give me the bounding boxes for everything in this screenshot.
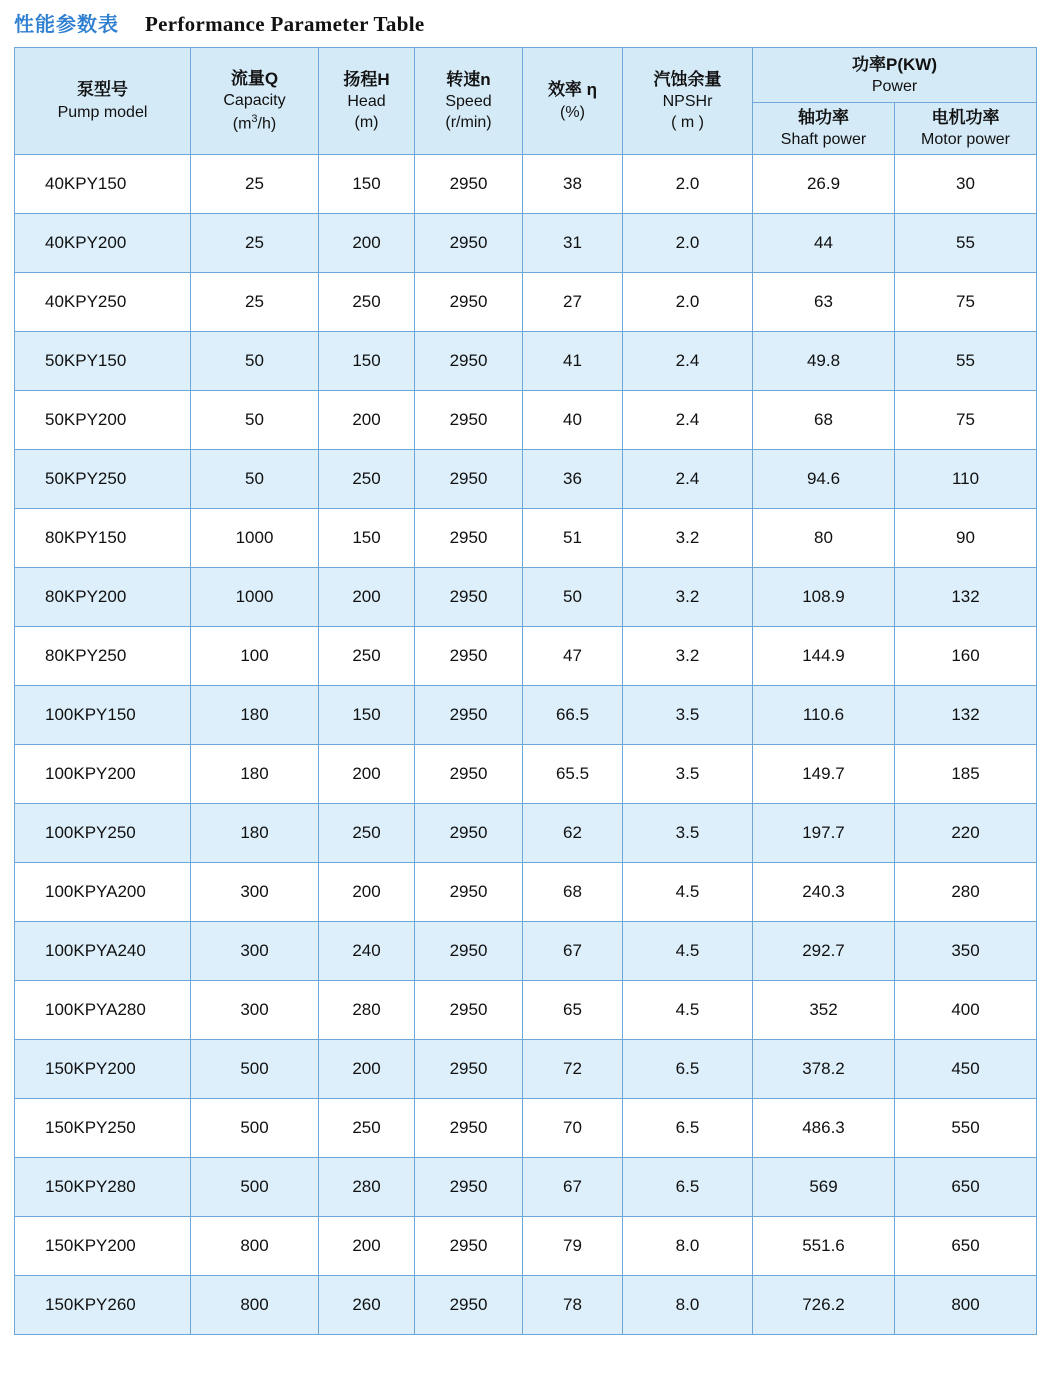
cell-efficiency: 72: [523, 1040, 623, 1099]
header-power-cn: 功率P(KW): [852, 55, 937, 74]
cell-speed: 2950: [415, 1099, 523, 1158]
cell-head: 200: [319, 863, 415, 922]
cell-npshr: 2.4: [623, 391, 753, 450]
header-motor-power: [895, 102, 1037, 155]
cell-shaft-power: 569: [753, 1158, 895, 1217]
header-pump-model: [15, 48, 191, 155]
cell-pump-model: 150KPY250: [15, 1099, 191, 1158]
cell-capacity: 300: [191, 863, 319, 922]
cell-shaft-power: 352: [753, 981, 895, 1040]
cell-speed: 2950: [415, 450, 523, 509]
header-power-en: Power: [871, 78, 918, 96]
cell-pump-model: 100KPY250: [15, 804, 191, 863]
header-speed-unit: (r/min): [445, 114, 492, 132]
table-row: [15, 1158, 1037, 1217]
cell-speed: 2950: [415, 332, 523, 391]
cell-speed: 2950: [415, 1040, 523, 1099]
cell-pump-model: 150KPY260: [15, 1276, 191, 1335]
cell-efficiency: 67: [523, 1158, 623, 1217]
cell-npshr: 6.5: [623, 1158, 753, 1217]
cell-speed: 2950: [415, 922, 523, 981]
cell-head: 150: [319, 686, 415, 745]
cell-pump-model: 50KPY200: [15, 391, 191, 450]
header-head: [319, 48, 415, 155]
cell-motor-power: 160: [895, 627, 1037, 686]
cell-motor-power: 400: [895, 981, 1037, 1040]
cell-pump-model: 50KPY150: [15, 332, 191, 391]
cell-capacity: 180: [191, 745, 319, 804]
header-speed-cn: 转速n: [446, 69, 491, 89]
cell-npshr: 4.5: [623, 863, 753, 922]
cell-speed: 2950: [415, 1158, 523, 1217]
header-shaft-power: [753, 102, 895, 155]
cell-speed: 2950: [415, 155, 523, 214]
cell-head: 200: [319, 568, 415, 627]
header-head-en: Head: [347, 93, 386, 111]
page-title-en: Performance Parameter Table: [145, 12, 425, 36]
cell-head: 200: [319, 1217, 415, 1276]
cell-npshr: 3.5: [623, 804, 753, 863]
header-head-unit: (m): [354, 114, 379, 132]
cell-speed: 2950: [415, 981, 523, 1040]
cell-motor-power: 650: [895, 1217, 1037, 1276]
cell-head: 250: [319, 273, 415, 332]
cell-shaft-power: 63: [753, 273, 895, 332]
cell-capacity: 50: [191, 332, 319, 391]
cell-capacity: 500: [191, 1040, 319, 1099]
cell-head: 250: [319, 627, 415, 686]
cell-motor-power: 280: [895, 863, 1037, 922]
cell-capacity: 500: [191, 1099, 319, 1158]
cell-npshr: 6.5: [623, 1099, 753, 1158]
cell-pump-model: 40KPY200: [15, 214, 191, 273]
header-efficiency-cn: 效率 η: [547, 80, 598, 100]
cell-shaft-power: 726.2: [753, 1276, 895, 1335]
cell-speed: 2950: [415, 1217, 523, 1276]
cell-motor-power: 650: [895, 1158, 1037, 1217]
header-capacity: [191, 48, 319, 155]
cell-head: 250: [319, 450, 415, 509]
cell-motor-power: 55: [895, 214, 1037, 273]
cell-npshr: 4.5: [623, 922, 753, 981]
table-row: [15, 1276, 1037, 1335]
header-efficiency-unit: (%): [560, 103, 585, 121]
cell-efficiency: 36: [523, 450, 623, 509]
header-pump-model-en: Pump model: [57, 103, 148, 121]
cell-capacity: 300: [191, 922, 319, 981]
cell-efficiency: 51: [523, 509, 623, 568]
cell-shaft-power: 44: [753, 214, 895, 273]
header-capacity-en: Capacity: [223, 92, 286, 110]
table-row: [15, 804, 1037, 863]
cell-pump-model: 150KPY200: [15, 1040, 191, 1099]
cell-capacity: 300: [191, 981, 319, 1040]
cell-motor-power: 132: [895, 568, 1037, 627]
cell-shaft-power: 110.6: [753, 686, 895, 745]
cell-motor-power: 220: [895, 804, 1037, 863]
cell-shaft-power: 292.7: [753, 922, 895, 981]
cell-pump-model: 100KPY150: [15, 686, 191, 745]
cell-motor-power: 30: [895, 155, 1037, 214]
cell-pump-model: 100KPYA280: [15, 981, 191, 1040]
table-row: [15, 1040, 1037, 1099]
table-row: [15, 863, 1037, 922]
header-head-cn: 扬程H: [343, 69, 390, 89]
cell-npshr: 2.0: [623, 214, 753, 273]
table-row: [15, 627, 1037, 686]
cell-head: 250: [319, 1099, 415, 1158]
cell-npshr: 4.5: [623, 981, 753, 1040]
table-row: [15, 214, 1037, 273]
cell-motor-power: 90: [895, 509, 1037, 568]
cell-motor-power: 132: [895, 686, 1037, 745]
header-motor-power-cn: 电机功率: [931, 107, 1000, 127]
cell-efficiency: 31: [523, 214, 623, 273]
cell-head: 260: [319, 1276, 415, 1335]
cell-pump-model: 150KPY200: [15, 1217, 191, 1276]
cell-pump-model: 80KPY200: [15, 568, 191, 627]
table-row: [15, 981, 1037, 1040]
cell-speed: 2950: [415, 214, 523, 273]
cell-head: 200: [319, 391, 415, 450]
cell-efficiency: 65: [523, 981, 623, 1040]
cell-efficiency: 68: [523, 863, 623, 922]
cell-pump-model: 100KPYA200: [15, 863, 191, 922]
cell-shaft-power: 68: [753, 391, 895, 450]
cell-motor-power: 75: [895, 391, 1037, 450]
cell-npshr: 3.2: [623, 568, 753, 627]
header-shaft-power-en: Shaft power: [780, 130, 867, 148]
cell-speed: 2950: [415, 568, 523, 627]
cell-capacity: 25: [191, 273, 319, 332]
cell-speed: 2950: [415, 863, 523, 922]
cell-npshr: 3.5: [623, 686, 753, 745]
cell-head: 150: [319, 155, 415, 214]
table-row: [15, 391, 1037, 450]
table-row: [15, 1217, 1037, 1276]
cell-speed: 2950: [415, 1276, 523, 1335]
cell-capacity: 100: [191, 627, 319, 686]
cell-npshr: 3.2: [623, 509, 753, 568]
cell-efficiency: 41: [523, 332, 623, 391]
cell-efficiency: 66.5: [523, 686, 623, 745]
cell-head: 150: [319, 509, 415, 568]
cell-motor-power: 110: [895, 450, 1037, 509]
table-row: [15, 568, 1037, 627]
header-pump-model-cn: 泵型号: [77, 80, 128, 100]
cell-shaft-power: 378.2: [753, 1040, 895, 1099]
cell-speed: 2950: [415, 391, 523, 450]
performance-parameter-table: [14, 47, 1037, 1335]
cell-motor-power: 55: [895, 332, 1037, 391]
cell-shaft-power: 149.7: [753, 745, 895, 804]
cell-capacity: 1000: [191, 509, 319, 568]
cell-shaft-power: 240.3: [753, 863, 895, 922]
cell-npshr: 8.0: [623, 1276, 753, 1335]
table-row: [15, 1099, 1037, 1158]
header-npshr: [623, 48, 753, 155]
cell-shaft-power: 49.8: [753, 332, 895, 391]
cell-capacity: 500: [191, 1158, 319, 1217]
cell-head: 200: [319, 214, 415, 273]
header-npshr-en: NPSHr: [662, 93, 713, 111]
cell-head: 280: [319, 1158, 415, 1217]
header-speed: [415, 48, 523, 155]
cell-npshr: 2.0: [623, 273, 753, 332]
cell-efficiency: 79: [523, 1217, 623, 1276]
cell-npshr: 6.5: [623, 1040, 753, 1099]
cell-head: 240: [319, 922, 415, 981]
cell-shaft-power: 144.9: [753, 627, 895, 686]
cell-efficiency: 50: [523, 568, 623, 627]
cell-efficiency: 67: [523, 922, 623, 981]
cell-pump-model: 50KPY250: [15, 450, 191, 509]
table-row: [15, 450, 1037, 509]
cell-motor-power: 185: [895, 745, 1037, 804]
cell-shaft-power: 94.6: [753, 450, 895, 509]
cell-head: 150: [319, 332, 415, 391]
cell-motor-power: 350: [895, 922, 1037, 981]
cell-shaft-power: 486.3: [753, 1099, 895, 1158]
cell-capacity: 180: [191, 804, 319, 863]
cell-efficiency: 70: [523, 1099, 623, 1158]
cell-shaft-power: 197.7: [753, 804, 895, 863]
header-capacity-cn: 流量Q: [230, 69, 279, 89]
cell-shaft-power: 551.6: [753, 1217, 895, 1276]
header-motor-power-en: Motor power: [921, 130, 1010, 148]
cell-pump-model: 80KPY250: [15, 627, 191, 686]
cell-motor-power: 550: [895, 1099, 1037, 1158]
cell-speed: 2950: [415, 627, 523, 686]
cell-capacity: 25: [191, 155, 319, 214]
table-row: [15, 332, 1037, 391]
cell-motor-power: 75: [895, 273, 1037, 332]
cell-capacity: 180: [191, 686, 319, 745]
table-row: [15, 922, 1037, 981]
cell-efficiency: 78: [523, 1276, 623, 1335]
table-row: [15, 509, 1037, 568]
cell-npshr: 3.2: [623, 627, 753, 686]
cell-capacity: 50: [191, 450, 319, 509]
cell-shaft-power: 26.9: [753, 155, 895, 214]
cell-speed: 2950: [415, 745, 523, 804]
cell-head: 200: [319, 1040, 415, 1099]
cell-npshr: 3.5: [623, 745, 753, 804]
cell-efficiency: 27: [523, 273, 623, 332]
page-title-cn: 性能参数表: [14, 14, 119, 36]
cell-capacity: 800: [191, 1276, 319, 1335]
cell-head: 250: [319, 804, 415, 863]
cell-motor-power: 800: [895, 1276, 1037, 1335]
header-efficiency: [523, 48, 623, 155]
header-npshr-cn: 汽蚀余量: [653, 69, 722, 89]
table-row: [15, 686, 1037, 745]
cell-efficiency: 65.5: [523, 745, 623, 804]
cell-speed: 2950: [415, 509, 523, 568]
header-npshr-unit: ( m ): [671, 114, 704, 132]
cell-efficiency: 38: [523, 155, 623, 214]
table-row: [15, 745, 1037, 804]
cell-capacity: 50: [191, 391, 319, 450]
cell-npshr: 2.4: [623, 450, 753, 509]
cell-capacity: 25: [191, 214, 319, 273]
cell-capacity: 1000: [191, 568, 319, 627]
cell-head: 200: [319, 745, 415, 804]
cell-speed: 2950: [415, 273, 523, 332]
cell-pump-model: 40KPY150: [15, 155, 191, 214]
table-row: [15, 155, 1037, 214]
cell-npshr: 2.4: [623, 332, 753, 391]
cell-speed: 2950: [415, 686, 523, 745]
cell-npshr: 2.0: [623, 155, 753, 214]
table-row: [15, 273, 1037, 332]
cell-shaft-power: 80: [753, 509, 895, 568]
cell-speed: 2950: [415, 804, 523, 863]
page-title: [0, 0, 1060, 47]
cell-pump-model: 100KPY200: [15, 745, 191, 804]
cell-pump-model: 40KPY250: [15, 273, 191, 332]
cell-pump-model: 80KPY150: [15, 509, 191, 568]
table-body: [15, 155, 1037, 1335]
header-power: [753, 48, 1037, 103]
table-header: [15, 48, 1037, 155]
cell-head: 280: [319, 981, 415, 1040]
cell-pump-model: 150KPY280: [15, 1158, 191, 1217]
cell-efficiency: 40: [523, 391, 623, 450]
cell-capacity: 800: [191, 1217, 319, 1276]
header-shaft-power-cn: 轴功率: [798, 107, 849, 127]
cell-motor-power: 450: [895, 1040, 1037, 1099]
cell-efficiency: 47: [523, 627, 623, 686]
cell-pump-model: 100KPYA240: [15, 922, 191, 981]
header-capacity-unit: $(m^3/h)$: [232, 112, 277, 132]
cell-shaft-power: 108.9: [753, 568, 895, 627]
header-speed-en: Speed: [445, 93, 492, 111]
cell-efficiency: 62: [523, 804, 623, 863]
cell-npshr: 8.0: [623, 1217, 753, 1276]
